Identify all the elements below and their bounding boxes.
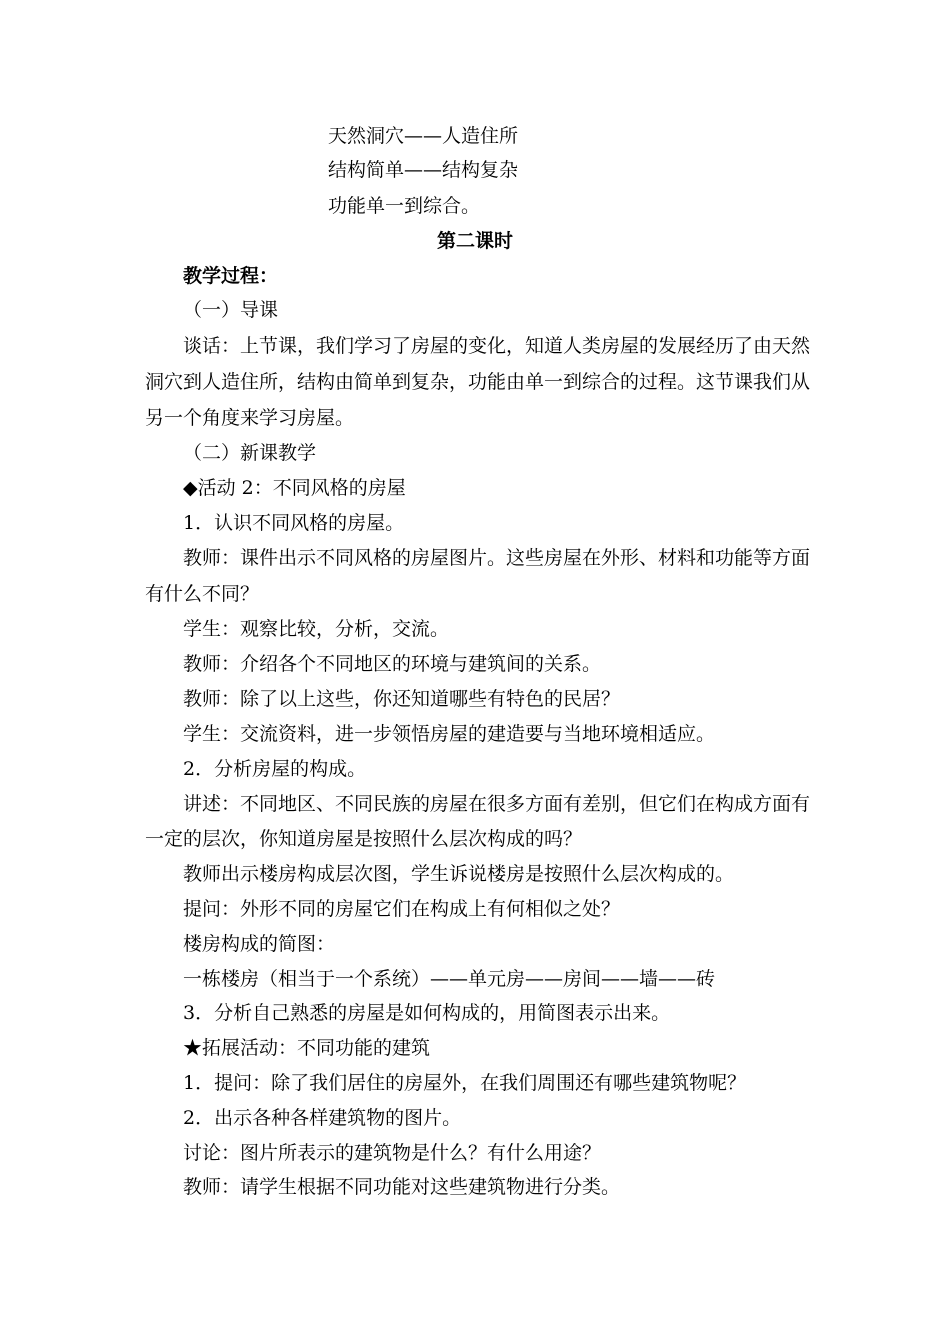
summary-line: 结构简单——结构复杂: [328, 159, 519, 181]
part2-heading: （二）新课教学: [183, 442, 317, 464]
paragraph-line: 提问：外形不同的房屋它们在构成上有何相似之处？: [183, 898, 621, 920]
paragraph-line: 教师：介绍各个不同地区的环境与建筑间的关系。: [183, 653, 602, 675]
list-item: 2．分析房屋的构成。: [183, 758, 367, 780]
paragraph-line: 有什么不同？: [145, 583, 260, 605]
extension-heading: ★拓展活动：不同功能的建筑: [183, 1037, 431, 1059]
paragraph-line: 讨论：图片所表示的建筑物是什么？有什么用途？: [183, 1142, 602, 1164]
paragraph-line: 另一个角度来学习房屋。: [145, 407, 355, 429]
section-title: 第二课时: [436, 230, 513, 252]
paragraph-line: 洞穴到人造住所，结构由简单到复杂，功能由单一到综合的过程。这节课我们从: [145, 371, 811, 393]
paragraph-line: 一定的层次，你知道房屋是按照什么层次构成的吗？: [145, 828, 583, 850]
list-item: 2．出示各种各样建筑物的图片。: [183, 1107, 462, 1129]
paragraph-line: 学生：观察比较，分析，交流。: [183, 618, 450, 640]
paragraph-line: 楼房构成的简图：: [183, 933, 336, 955]
list-item: 1．提问：除了我们居住的房屋外，在我们周围还有哪些建筑物呢？: [183, 1072, 747, 1094]
paragraph-line: 谈话：上节课，我们学习了房屋的变化，知道人类房屋的发展经历了由天然: [183, 335, 811, 357]
part1-heading: （一）导课: [183, 299, 279, 321]
paragraph-line: 教师：请学生根据不同功能对这些建筑物进行分类。: [183, 1176, 621, 1198]
paragraph-line: 教师：除了以上这些，你还知道哪些有特色的民居？: [183, 688, 621, 710]
paragraph-line: 教师：课件出示不同风格的房屋图片。这些房屋在外形、材料和功能等方面: [183, 547, 811, 569]
paragraph-line: 教师出示楼房构成层次图，学生诉说楼房是按照什么层次构成的。: [183, 863, 735, 885]
list-item: 3．分析自己熟悉的房屋是如何构成的，用简图表示出来。: [183, 1002, 671, 1024]
activity2-heading: ◆活动 2：不同风格的房屋: [183, 477, 406, 499]
paragraph-line: 讲述：不同地区、不同民族的房屋在很多方面有差别，但它们在构成方面有: [183, 793, 811, 815]
structure-diagram-text: 一栋楼房（相当于一个系统）——单元房——房间——墙——砖: [183, 968, 716, 990]
paragraph-line: 学生：交流资料，进一步领悟房屋的建造要与当地环境相适应。: [183, 723, 716, 745]
list-item: 1．认识不同风格的房屋。: [183, 512, 405, 534]
summary-line: 功能单一到综合。: [328, 195, 481, 217]
teaching-process-heading: 教学过程：: [183, 265, 279, 287]
summary-line: 天然洞穴——人造住所: [328, 125, 519, 147]
